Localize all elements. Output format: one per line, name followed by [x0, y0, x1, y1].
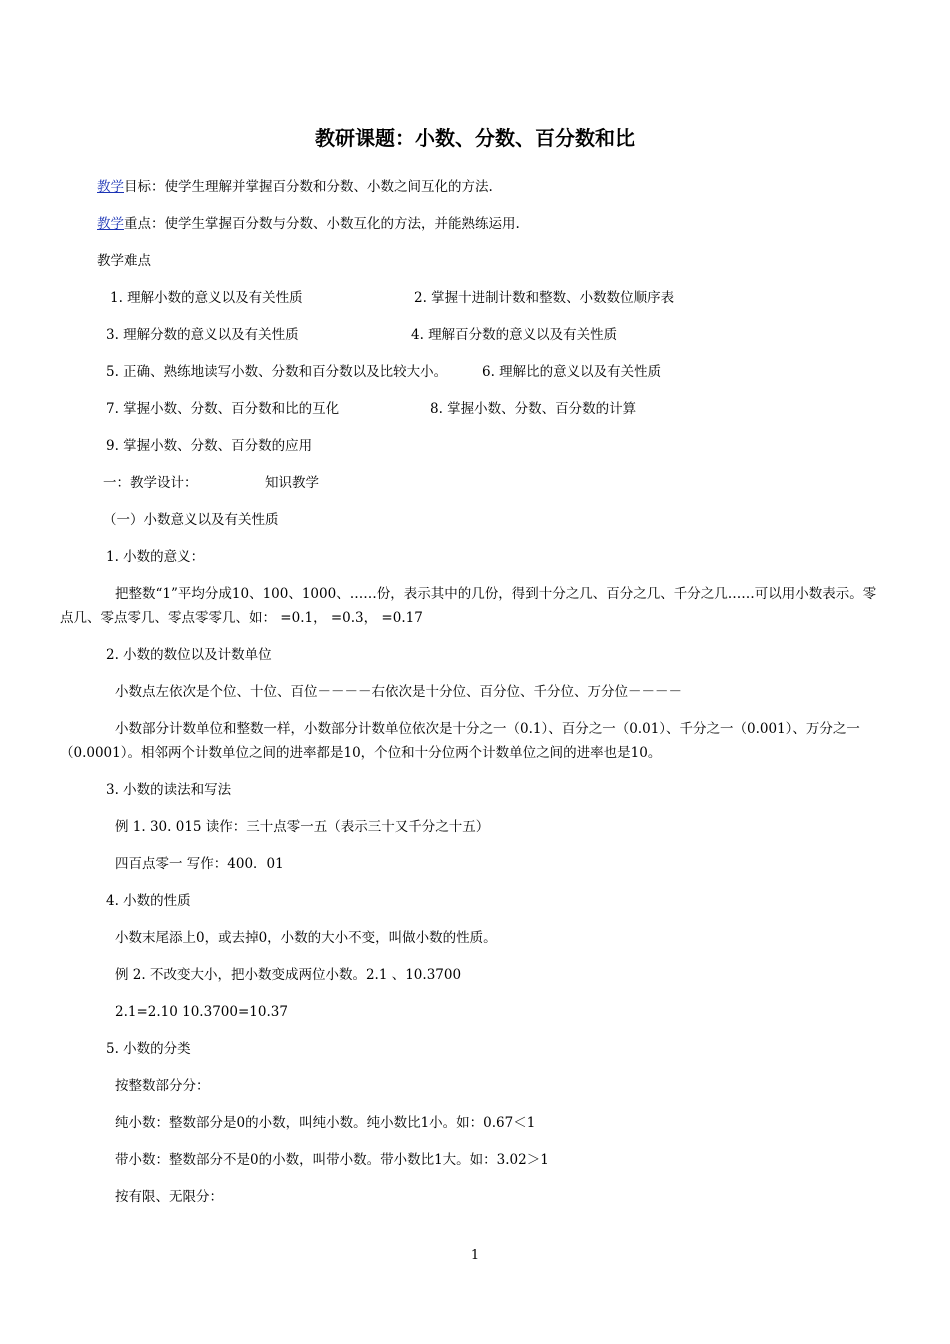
difficulty-item-8: 8. 掌握小数、分数、百分数的计算 — [430, 401, 637, 417]
item2-para-line2: （0.0001）。相邻两个计数单位之间的进率都是10，个位和十分位两个计数单位之间的进率也是10。 — [60, 745, 662, 761]
page-number: 1 — [470, 1248, 480, 1263]
item1-heading: 1. 小数的意义： — [106, 549, 205, 565]
teaching-focus — [97, 215, 520, 233]
item2-para-line1: 小数部分计数单位和整数一样，小数部分计数单位依次是十分之一（0.1）、百分之一（0.01）、千分之一（0.001）、万分之一 — [115, 721, 860, 737]
item2-line1: 小数点左依次是个位、十位、百位－－－－右依次是十分位、百分位、千分位、万分位－－－－ — [115, 684, 682, 700]
item5-by-finite: 按有限、无限分： — [115, 1189, 223, 1205]
difficulty-item-4: 4. 理解百分数的意义以及有关性质 — [411, 327, 618, 343]
item5-pure: 纯小数：整数部分是0的小数，叫纯小数。纯小数比1小。如：0.67＜1 — [115, 1115, 536, 1131]
difficulty-item-3: 3. 理解分数的意义以及有关性质 — [106, 327, 299, 343]
difficulty-heading: 教学难点 — [97, 253, 151, 269]
difficulty-item-1: 1. 理解小数的意义以及有关性质 — [110, 290, 303, 306]
goal-text: 目标：使学生理解并掌握百分数和分数、小数之间互化的方法. — [124, 179, 493, 195]
item3-heading: 3. 小数的读法和写法 — [106, 782, 232, 798]
page-title: 教研课题：小数、分数、百分数和比 — [315, 126, 635, 150]
item4-example: 例 2. 不改变大小，把小数变成两位小数。2.1 、10.3700 — [115, 967, 462, 983]
difficulty-item-2: 2. 掌握十进制计数和整数、小数数位顺序表 — [414, 290, 675, 306]
item4-text: 小数末尾添上0，或去掉0，小数的大小不变，叫做小数的性质。 — [115, 930, 497, 946]
item3-example2: 四百点零一 写作：400．01 — [115, 856, 284, 872]
teaching-goal — [97, 178, 493, 196]
item1-para-line2: 点几、零点零几、零点零零几、如： =0.1， =0.3， =0.17 — [60, 610, 423, 626]
difficulty-item-5: 5. 正确、熟练地读写小数、分数和百分数以及比较大小。 — [106, 364, 448, 380]
focus-link[interactable]: 教学 — [97, 216, 124, 232]
design-sub: 知识教学 — [265, 475, 319, 491]
item5-mixed: 带小数：整数部分不是0的小数，叫带小数。带小数比1大。如：3.02＞1 — [115, 1152, 549, 1168]
difficulty-item-7: 7. 掌握小数、分数、百分数和比的互化 — [106, 401, 340, 417]
item5-heading: 5. 小数的分类 — [106, 1041, 191, 1057]
item4-heading: 4. 小数的性质 — [106, 893, 191, 909]
item4-answer: 2.1=2.10 10.3700=10.37 — [115, 1004, 288, 1020]
focus-text: 重点：使学生掌握百分数与分数、小数互化的方法，并能熟练运用. — [124, 216, 520, 232]
difficulty-item-6: 6. 理解比的意义以及有关性质 — [482, 364, 662, 380]
item5-by-integer: 按整数部分分： — [115, 1078, 210, 1094]
item3-example: 例 1. 30. 015 读作：三十点零一五（表示三十又千分之十五） — [115, 819, 490, 835]
section-heading: （一）小数意义以及有关性质 — [103, 512, 279, 528]
difficulty-item-9: 9. 掌握小数、分数、百分数的应用 — [106, 438, 313, 454]
design-label: 一：教学设计： — [103, 475, 198, 491]
item2-heading: 2. 小数的数位以及计数单位 — [106, 647, 272, 663]
goal-link[interactable]: 教学 — [97, 179, 124, 195]
item1-para-line1: 把整数“1”平均分成10、100、1000、……份，表示其中的几份，得到十分之几、百分之几、千分之几……可以用小数表示。零 — [115, 586, 877, 602]
